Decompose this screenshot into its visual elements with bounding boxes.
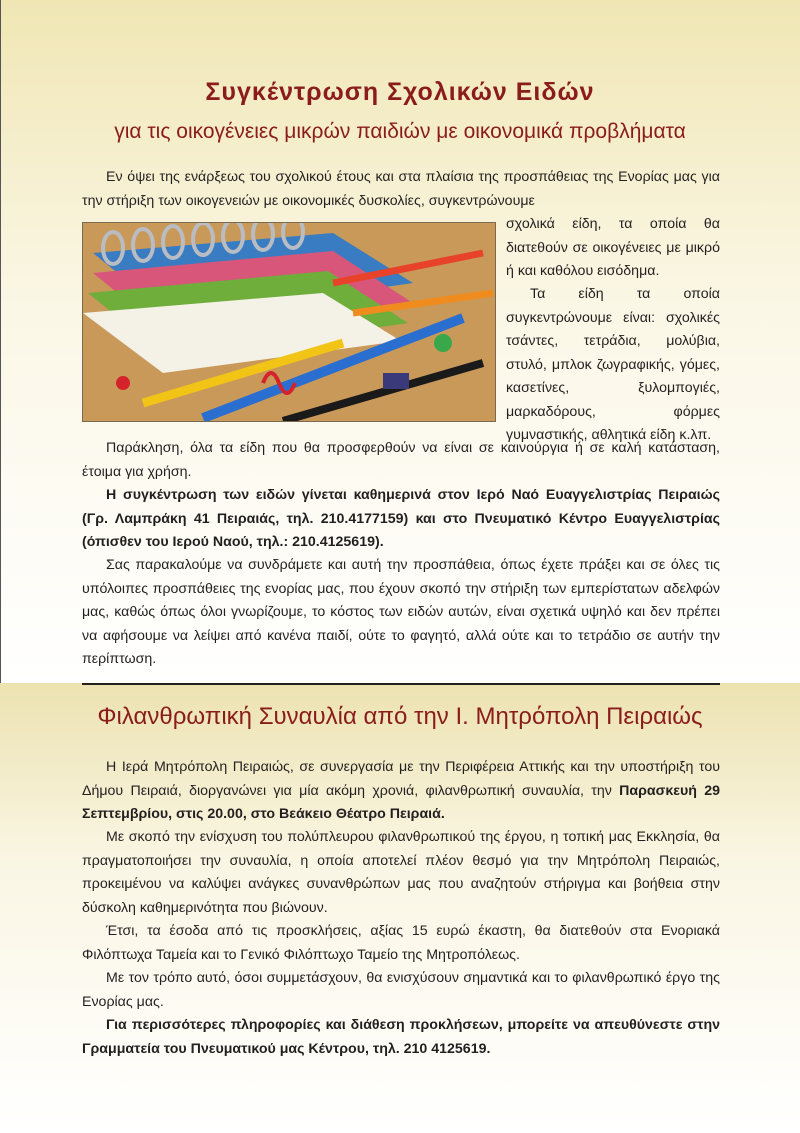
article2-paragraph-participation: Με τον τρόπο αυτό, όσοι συμμετάσχουν, θα ενισχύσουν σημαντικά και το φιλανθρωπικό έργο της Ενορίας μας. (82, 970, 720, 1010)
article2-paragraph-proceeds: Έτσι, τα έσοδα από τις προσκλήσεις, αξίας 15 ευρώ έκαστη, θα διατεθούν στα Ενοριακά Φιλόπτωχα Ταμεία και το Γενικό Φιλόπτωχο Ταμείο της Μητροπόλεως. (82, 923, 720, 963)
school-supplies-illustration (83, 223, 495, 421)
article2-paragraph-contact: Για περισσότερες πληροφορίες και διάθεση προκλήσεων, μπορείτε να απευθύνεστε στην Γραμματεία του Πνευματικού μας Κέντρου, τηλ. 210 4125619. (82, 1017, 720, 1057)
article1-paragraph-intro: Εν όψει της ενάρξεως του σχολικού έτους και στα πλαίσια της προσπάθειας της Ενορίας μας για την στήριξη των οικογενειών με οικονομικές δυσκολίες, συγκεντρώνουμε (82, 169, 720, 209)
article2-intro-text: Η Ιερά Μητρόπολη Πειραιώς, σε συνεργασία με την Περιφέρεια Αττικής και την υποστήριξη του Δήμου Πειραιά, διοργανώνει για μία ακόμη χρονιά, φιλανθρωπική συναυλία, την (82, 759, 720, 799)
article2-title: Φιλανθρωπική Συναυλία από την Ι. Μητρόπολη Πειραιώς (97, 703, 703, 730)
article1-paragraph-intro-continued: σχολικά είδη, τα οποία θα διατεθούν σε οικογένειες με μικρό ή και καθόλου εισόδημα. (506, 216, 720, 279)
article1-paragraph-items: Τα είδη τα οποία συγκεντρώνουμε είναι: σχολικές τσάντες, τετράδια, μολύβια, στυλό, μπλοκ ζωγραφικής, γόμες, κασετίνες, ξυλομπογιές, μαρκαδόρους, φόρμες γυμναστικής, αθλητικά είδη κ.λπ. (506, 286, 720, 443)
section-divider (82, 683, 720, 685)
article1-title: Συγκέντρωση Σχολικών Ειδών (205, 78, 595, 106)
article1-paragraph-appeal: Σας παρακαλούμε να συνδράμετε και αυτή την προσπάθεια, όπως έχετε πράξει και σε όλες τις υπόλοιπες προσπάθειες της ενορίας μας, που έχουν σκοπό την στήριξη των εμπερίστατων αδελφών μας, καθώς όπως όλοι γνωρίζουμε, το κόστος των ειδών αυτών, είναι σχετικά υψηλό και δεν πρέπει να αφήσουμε να λείψει από κανένα παιδί, ούτε το φαγητό, αλλά ούτε και το τετράδιο σε αυτήν την περίπτωση. (82, 557, 720, 667)
article1-paragraph-location: Η συγκέντρωση των ειδών γίνεται καθημερινά στον Ιερό Ναό Ευαγγελιστρίας Πειραιώς (Γρ. Λαμπράκη 41 Πειραιάς, τηλ. 210.4177159) και στο Πνευματικό Κέντρο Ευαγγελιστρίας (όπισθεν του Ιερού Ναού, τηλ.: 210.4125619). (82, 487, 720, 550)
article1-subtitle: για τις οικογένειες μικρών παιδιών με οικονομικά προβλήματα (114, 120, 686, 143)
article2-paragraph-purpose: Με σκοπό την ενίσχυση του πολύπλευρου φιλανθρωπικού της έργου, η τοπική μας Εκκλησία, θα πραγματοποιήσει την συναυλία, η οποία αποτελεί πλέον θεσμό για την Μητρόπολη Πειραιώς, προκειμένου να καλύψει ανάγκες συνανθρώπων μας που αναζητούν στήριγμα και βοήθεια στην δύσκολη καθημερινότητα που βιώνουν. (82, 829, 720, 916)
article2-paragraph-intro (82, 756, 720, 827)
article2-event-date: Παρασκευή 29 Σεπτεμβρίου, στις 20.00, στο Βεάκειο Θέατρο Πειραιά. (82, 782, 720, 822)
school-supplies-photo (82, 222, 496, 422)
article1-paragraph-request: Παράκληση, όλα τα είδη που θα προσφερθούν να είναι σε καινούργια ή σε καλή κατάσταση, έτοιμα για χρήση. (82, 440, 720, 480)
